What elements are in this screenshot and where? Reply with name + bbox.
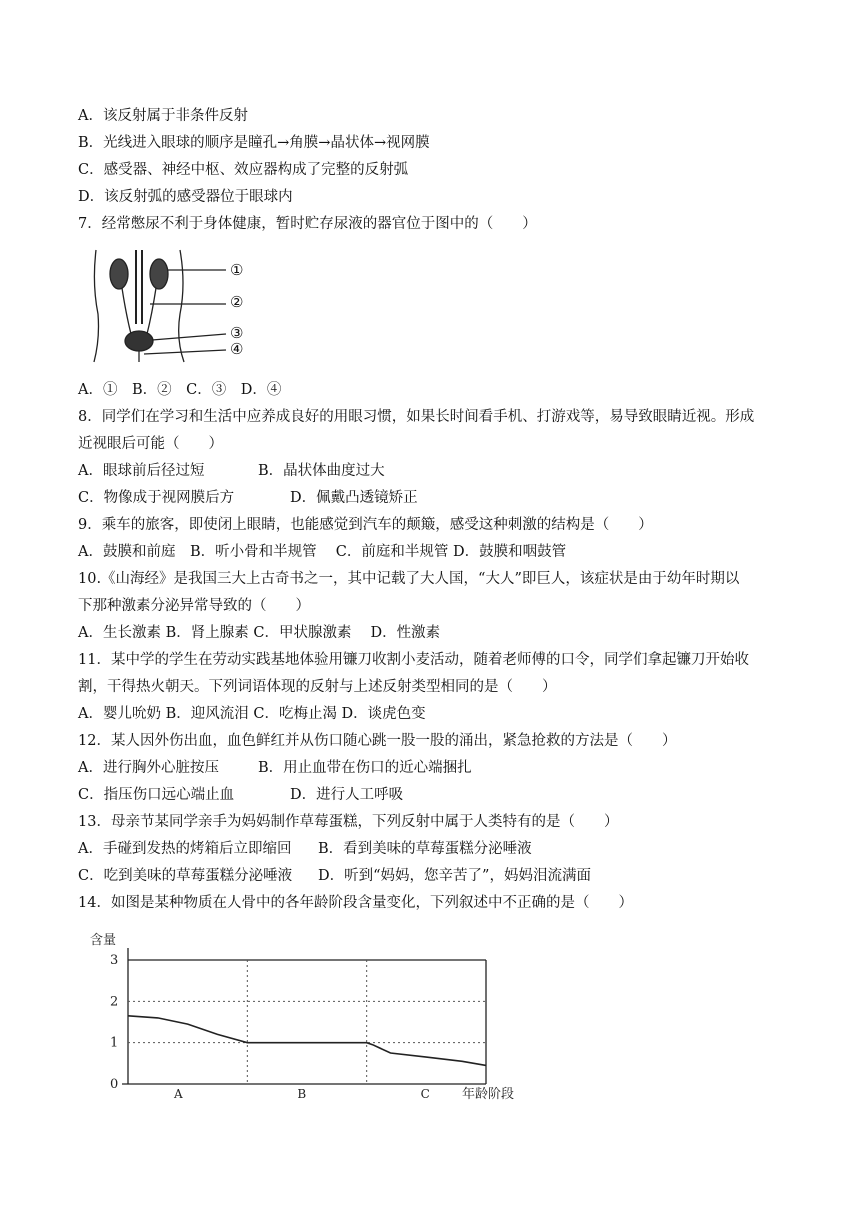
chart-ytick-label: 2: [110, 994, 119, 1010]
figure-label-3: ③: [230, 324, 244, 342]
q7-stem: 7．经常憋尿不利于身体健康，暂时贮存尿液的器官位于图中的（ ）: [78, 216, 537, 232]
q11-stem-line2: 割，干得热火朝天。下列词语体现的反射与上述反射类型相同的是（ ）: [78, 679, 557, 695]
figure-label-2: ②: [230, 293, 244, 311]
bone-content-chart: [80, 922, 550, 1110]
q6-option-d: D．该反射弧的感受器位于眼球内: [78, 189, 293, 205]
q13-option-d: D．听到“妈妈，您辛苦了”，妈妈泪流满面: [318, 868, 591, 884]
q11-options: A．婴儿吮奶 B．迎风流泪 C．吃梅止渴 D．谈虎色变: [78, 706, 426, 722]
q9-options: A．鼓膜和前庭 B．听小骨和半规管 C．前庭和半规管 D．鼓膜和咽鼓管: [78, 544, 567, 560]
chart-category-label: C: [420, 1087, 430, 1101]
q14-stem: 14．如图是某种物质在人骨中的各年龄阶段含量变化，下列叙述中不正确的是（ ）: [78, 895, 633, 911]
q10-stem-line1: 10.《山海经》是我国三大上古奇书之一，其中记载了大人国，“大人”即巨人，该症状是由于幼年时期以: [78, 571, 740, 587]
q8-option-c: C．物像成于视网膜后方: [78, 490, 235, 506]
q12-stem: 12．某人因外伤出血，血色鲜红并从伤口随心跳一股一股的涌出，紧急抢救的方法是（ ）: [78, 733, 677, 749]
figure-label-4: ④: [230, 340, 244, 358]
q8-option-b: B．晶状体曲度过大: [258, 463, 385, 479]
q8-option-d: D．佩戴凸透镜矫正: [290, 490, 418, 506]
q6-option-c: C．感受器、神经中枢、效应器构成了完整的反射弧: [78, 162, 409, 178]
q13-option-c: C．吃到美味的草莓蛋糕分泌唾液: [78, 868, 293, 884]
q13-stem: 13．母亲节某同学亲手为妈妈制作草莓蛋糕，下列反射中属于人类特有的是（ ）: [78, 814, 619, 830]
q8-stem-line2: 近视眼后可能（ ）: [78, 436, 223, 452]
q10-options: A．生长激素 B．肾上腺素 C．甲状腺激素 D．性激素: [78, 625, 441, 641]
q12-option-d: D．进行人工呼吸: [290, 787, 404, 803]
q11-stem-line1: 11．某中学的学生在劳动实践基地体验用镰刀收割小麦活动，随着老师傅的口令，同学们拿起镰刀开始收: [78, 652, 749, 668]
chart-category-label: A: [174, 1087, 183, 1101]
q13-option-b: B．看到美味的草莓蛋糕分泌唾液: [318, 841, 532, 857]
urinary-system-figure: [86, 244, 266, 366]
q12-option-b: B．用止血带在伤口的近心端捆扎: [258, 760, 472, 776]
chart-ytick-label: 0: [110, 1077, 119, 1092]
chart-category-label: B: [297, 1087, 307, 1101]
q10-stem-line2: 下那种激素分泌异常导致的（ ）: [78, 598, 310, 614]
q12-option-a: A．进行胸外心脏按压: [78, 760, 219, 776]
chart-ytick-label: 3: [110, 953, 119, 968]
figure-label-1: ①: [230, 261, 244, 279]
q9-stem: 9．乘车的旅客，即使闭上眼睛，也能感觉到汽车的颠簸，感受这种刺激的结构是（ ）: [78, 517, 653, 533]
q13-option-a: A．手碰到发热的烤箱后立即缩回: [78, 841, 292, 857]
q6-option-b: B．光线进入眼球的顺序是瞳孔→角膜→晶状体→视网膜: [78, 135, 430, 151]
chart-xlabel: 年龄阶段: [462, 1087, 515, 1102]
q8-option-a: A．眼球前后径过短: [78, 463, 205, 479]
chart-series-line: [128, 1016, 486, 1066]
q7-options: A．① B．② C．③ D．④: [78, 382, 282, 398]
chart-ytick-label: 1: [110, 1035, 119, 1051]
q6-option-a: A．该反射属于非条件反射: [78, 108, 248, 124]
q12-option-c: C．指压伤口远心端止血: [78, 787, 235, 803]
chart-ylabel: 含量: [90, 933, 117, 948]
q8-stem-line1: 8．同学们在学习和生活中应养成良好的用眼习惯，如果长时间看手机、打游戏等，易导致眼睛近视。形成: [78, 409, 755, 425]
